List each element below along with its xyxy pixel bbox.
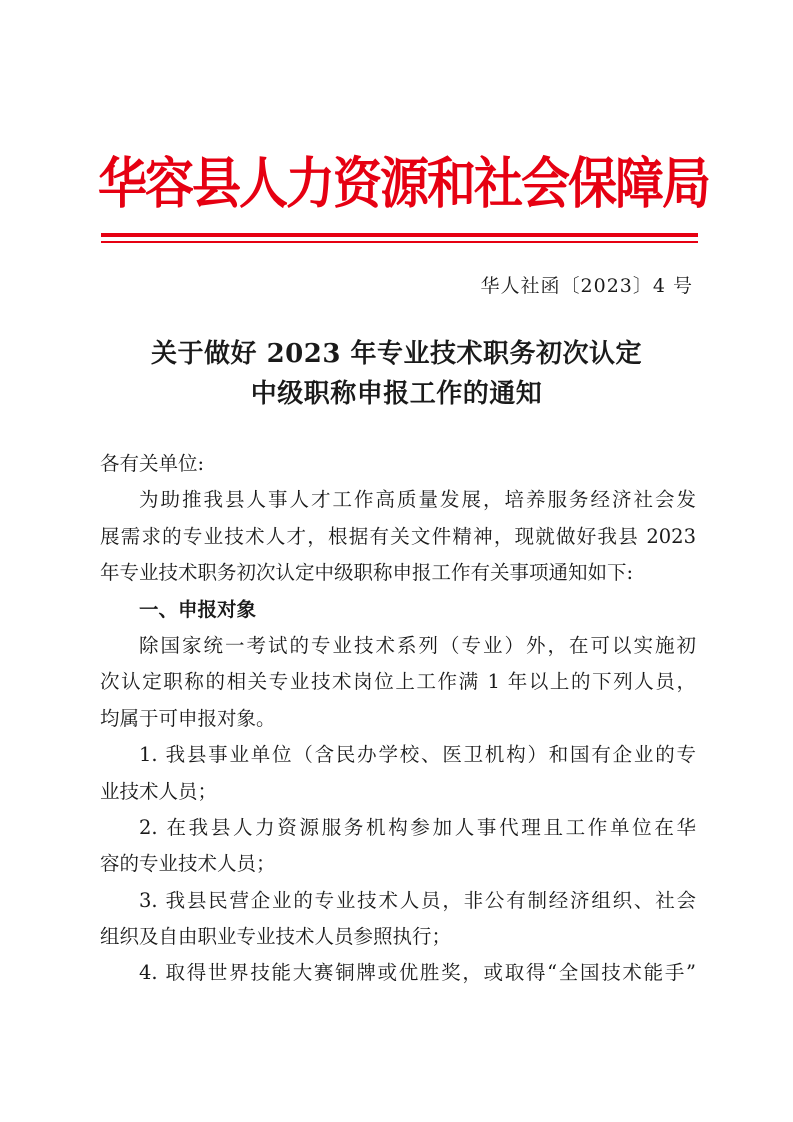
section-paragraph-line: 除国家统一考试的专业技术系列（专业）外，在可以实施初 — [139, 633, 696, 657]
org-letterhead-title: 华容县人力资源和社会保障局 — [98, 152, 710, 217]
list-item-line: 组织及自由职业专业技术人员参照执行； — [100, 925, 452, 949]
document-title-line-2: 中级职称申报工作的通知 — [250, 379, 543, 409]
document-number: 华人社函〔2023〕4 号 — [480, 275, 693, 297]
salutation: 各有关单位: — [100, 452, 205, 475]
document-body — [100, 446, 696, 992]
document-title-line-1: 关于做好 2023 年专业技术职务初次认定 — [151, 339, 642, 369]
list-item-line: 容的专业技术人员； — [100, 852, 276, 876]
letterhead-rule-thick — [101, 233, 698, 237]
section-paragraph-line: 均属于可申报对象。 — [100, 706, 276, 730]
section-paragraph-line: 次认定职称的相关专业技术岗位上工作满 1 年以上的下列人员， — [100, 670, 696, 694]
list-item-line: 业技术人员； — [100, 779, 218, 803]
intro-line: 展需求的专业技术人才，根据有关文件精神，现就做好我县 2023 — [100, 524, 696, 548]
section-heading: 一、申报对象 — [139, 597, 257, 621]
list-item-line: 2. 在我县人力资源服务机构参加人事代理且工作单位在华 — [139, 815, 696, 839]
intro-line: 年专业技术职务初次认定中级职称申报工作有关事项通知如下: — [100, 561, 634, 585]
list-item-line: 3. 我县民营企业的专业技术人员，非公有制经济组织、社会 — [139, 888, 696, 912]
document-title — [100, 334, 693, 414]
list-item-line: 4. 取得世界技能大赛铜牌或优胜奖，或取得“全国技术能手” — [139, 961, 696, 985]
letterhead-rule-thin — [101, 241, 698, 243]
list-item-line: 1. 我县事业单位（含民办学校、医卫机构）和国有企业的专 — [139, 743, 696, 767]
intro-line: 为助推我县人事人才工作高质量发展，培养服务经济社会发 — [139, 488, 696, 512]
